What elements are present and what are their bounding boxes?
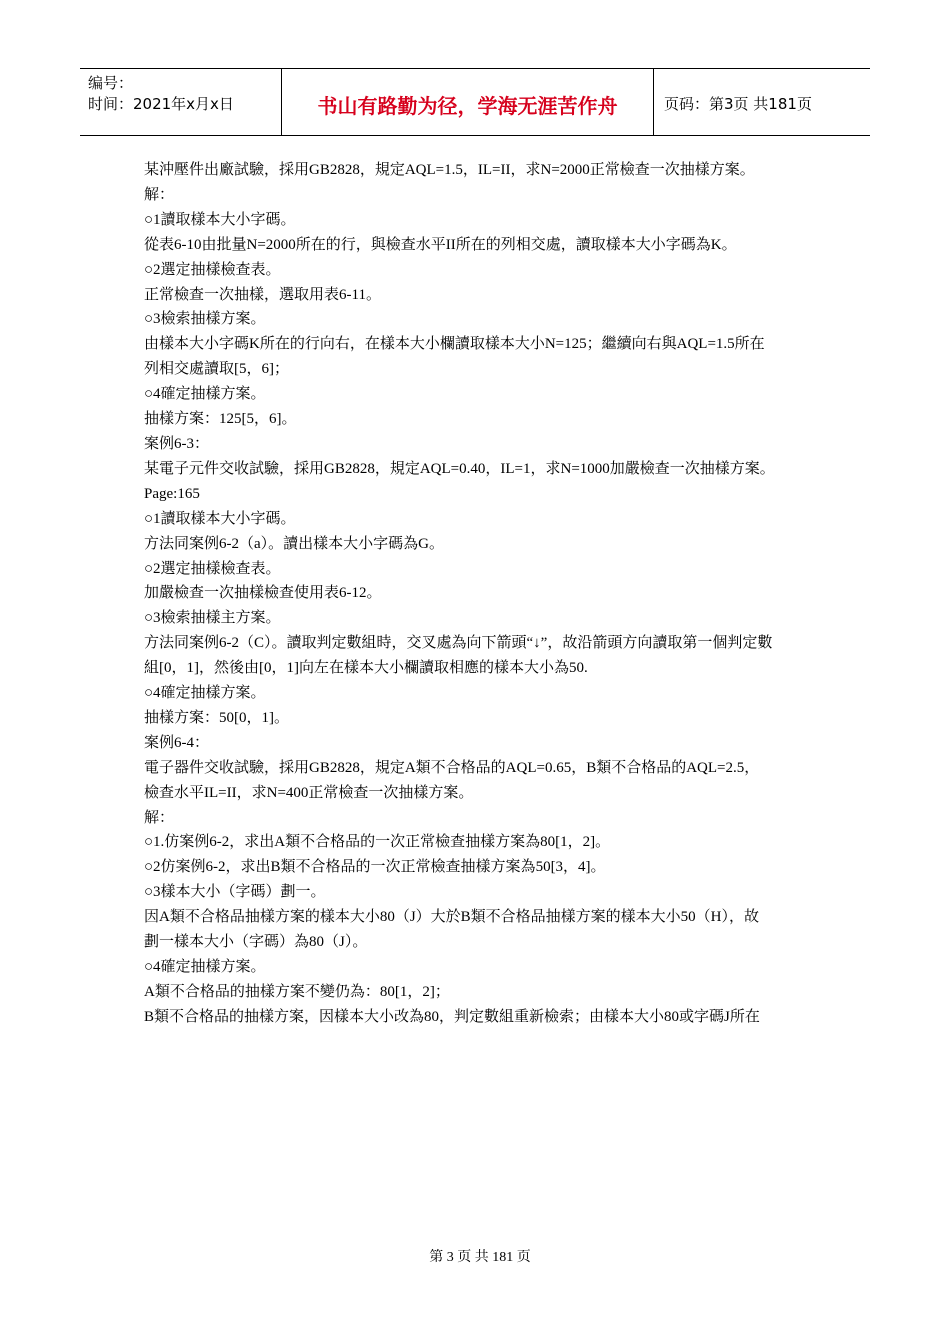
document-body bbox=[144, 158, 808, 1030]
body-paragraph: ○1讀取樣本大小字碼。 bbox=[144, 510, 296, 527]
header-page-info: 页码：第3页 共181页 bbox=[664, 94, 812, 113]
header-time-label: 时间：2021年x月x日 bbox=[88, 95, 234, 113]
body-paragraph: 正常檢查一次抽樣，選取用表6-11。 bbox=[144, 286, 381, 303]
body-paragraph: 檢查水平IL=II，求N=400正常檢查一次抽樣方案。 bbox=[144, 784, 474, 801]
body-paragraph: 某沖壓件出廠試驗，採用GB2828，規定AQL=1.5，IL=II，求N=2000正常檢查一次抽樣方案。 bbox=[144, 162, 755, 178]
body-paragraph: ○3樣本大小（字碼）劃一。 bbox=[144, 884, 326, 901]
body-paragraph: 某電子元件交收試驗，採用GB2828，規定AQL=0.40，IL=1，求N=1000加嚴檢查一次抽樣方案。 bbox=[144, 460, 775, 477]
body-paragraph: 組[0，1]，然後由[0，1]向左在樣本大小欄讀取相應的樣本大小為50. bbox=[144, 660, 588, 677]
body-paragraph: Page:165 bbox=[144, 485, 200, 502]
body-paragraph: A類不合格品的抽樣方案不變仍為：80[1，2]； bbox=[144, 983, 450, 1000]
body-paragraph: 案例6-4： bbox=[144, 734, 209, 751]
body-paragraph: 因A類不合格品抽樣方案的樣本大小80（J）大於B類不合格品抽樣方案的樣本大小50（H），故 bbox=[144, 909, 760, 926]
body-paragraph: 抽樣方案：50[0，1]。 bbox=[144, 709, 289, 726]
header-motto: 书山有路勤为径，学海无涯苦作舟 bbox=[282, 69, 654, 135]
header-number-label: 编号： bbox=[88, 74, 134, 92]
body-paragraph: ○2選定抽樣檢查表。 bbox=[144, 560, 281, 577]
body-paragraph: ○3檢索抽樣方案。 bbox=[144, 311, 266, 328]
page-header bbox=[80, 68, 870, 136]
body-paragraph: 案例6-3： bbox=[144, 435, 209, 452]
body-paragraph: 解： bbox=[144, 809, 175, 826]
body-paragraph: 抽樣方案：125[5，6]。 bbox=[144, 411, 297, 428]
body-paragraph: ○1讀取樣本大小字碼。 bbox=[144, 211, 296, 228]
body-paragraph: B類不合格品的抽樣方案，因樣本大小改為80，判定數組重新檢索；由樣本大小80或字碼J所在 bbox=[144, 1008, 760, 1025]
body-paragraph: 解： bbox=[144, 186, 175, 203]
body-paragraph: ○4確定抽樣方案。 bbox=[144, 959, 266, 975]
body-paragraph: 從表6-10由批量N=2000所在的行，與檢查水平II所在的列相交處，讀取樣本大小字碼為K。 bbox=[144, 236, 737, 253]
header-meta bbox=[80, 69, 282, 135]
body-paragraph: 列相交處讀取[5，6]； bbox=[144, 361, 289, 378]
body-paragraph: 方法同案例6-2（a）。讀出樣本大小字碼為G。 bbox=[144, 535, 444, 552]
body-paragraph: 電子器件交收試驗，採用GB2828，規定A類不合格品的AQL=0.65，B類不合格品的AQL=2.5， bbox=[144, 759, 760, 776]
body-paragraph: ○1.仿案例6-2，求出A類不合格品的一次正常檢查抽樣方案為80[1，2]。 bbox=[144, 834, 611, 851]
page-footer: 第 3 页 共 181 页 bbox=[429, 1250, 531, 1265]
body-paragraph: ○2選定抽樣檢查表。 bbox=[144, 261, 281, 278]
body-paragraph: 方法同案例6-2（C）。讀取判定數組時，交叉處為向下箭頭“↓”，故沿箭頭方向讀取第一個判定數 bbox=[144, 635, 773, 652]
body-paragraph: ○2仿案例6-2，求出B類不合格品的一次正常檢查抽樣方案為50[3，4]。 bbox=[144, 859, 606, 876]
body-paragraph: 劃一樣本大小（字碼）為80（J）。 bbox=[144, 934, 368, 951]
body-paragraph: ○3檢索抽樣主方案。 bbox=[144, 610, 281, 627]
body-paragraph: 由樣本大小字碼K所在的行向右，在樣本大小欄讀取樣本大小N=125；繼續向右與AQL=1.5所在 bbox=[144, 336, 765, 353]
body-paragraph: 加嚴檢查一次抽樣檢查使用表6-12。 bbox=[144, 585, 382, 602]
body-paragraph: ○4確定抽樣方案。 bbox=[144, 386, 266, 403]
body-paragraph: ○4確定抽樣方案。 bbox=[144, 685, 266, 702]
